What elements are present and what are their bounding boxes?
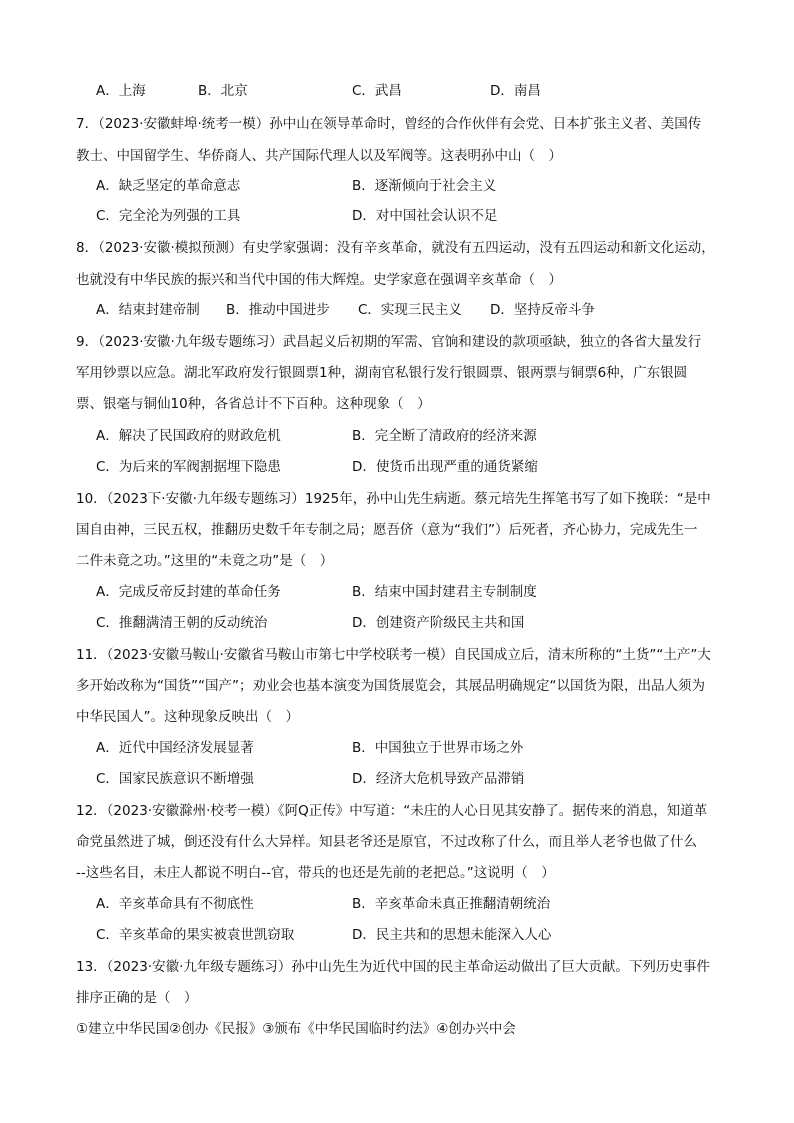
q7-stem-line-2: 教士、中国留学生、华侨商人、共产国际代理人以及军阀等。这表明孙中山（ ） — [76, 148, 562, 164]
q10-option-b: B．结束中国封建君主专制制度 — [352, 584, 537, 600]
q11-stem-line-3: 中华民国人”。这种现象反映出（ ） — [76, 709, 299, 725]
q9-option-b: B．完全断了清政府的经济来源 — [352, 428, 537, 444]
q10-stem-line-1: 10．（2023下·安徽·九年级专题练习）1925年，孙中山先生病逝。蔡元培先生挥笔书写了如下挽联：“是中 — [76, 491, 711, 507]
q12-stem-line-3: --这些名目，未庄人都说不明白--官，带兵的也还是先前的老把总。”这说明（ ） — [76, 865, 555, 881]
q7-option-b: B．逐渐倾向于社会主义 — [352, 178, 497, 194]
q10-option-a: A．完成反帝反封建的革命任务 — [96, 584, 281, 600]
q6-option-a: A．上海 — [96, 83, 146, 99]
q11-stem-line-2: 多开始改称为“国货”“国产”；劝业会也基本演变为国货展览会，其展品明确规定“以国货为限，出品人须为 — [76, 678, 705, 694]
q12-option-d: D．民主共和的思想未能深入人心 — [352, 927, 552, 943]
q7-option-d: D．对中国社会认识不足 — [352, 208, 498, 224]
q6-option-c: C．武昌 — [352, 83, 402, 99]
q13-stem-line-2: 排序正确的是（ ） — [76, 990, 198, 1006]
q12-option-a: A．辛亥革命具有不彻底性 — [96, 896, 254, 912]
q8-option-b: B．推动中国进步 — [226, 302, 330, 318]
q13-items: ①建立中华民国②创办《民报》③颁布《中华民国临时约法》④创办兴中会 — [76, 1021, 516, 1037]
q7-option-a: A．缺乏坚定的革命意志 — [96, 178, 241, 194]
q10-stem-line-3: 二件未竟之功。”这里的“未竟之功”是（ ） — [76, 553, 334, 569]
q12-stem-line-1: 12．（2023·安徽滁州·校考一模）《阿Q正传》中写道：“未庄的人心日见其安静了。据传来的消息，知道革 — [76, 803, 708, 819]
q6-option-b: B．北京 — [198, 83, 248, 99]
q9-stem-line-3: 票、银毫与铜仙10种，各省总计不下百种。这种现象（ ） — [76, 396, 431, 412]
q11-option-a: A．近代中国经济发展显著 — [96, 740, 254, 756]
q9-stem-line-1: 9．（2023·安徽·九年级专题练习）武昌起义后初期的军需、官饷和建设的款项亟缺，独立的各省大量发行 — [76, 334, 702, 350]
q9-option-d: D．使货币出现严重的通货紧缩 — [352, 459, 538, 475]
q11-option-c: C．国家民族意识不断增强 — [96, 771, 254, 787]
q8-option-d: D．坚持反帝斗争 — [490, 302, 595, 318]
q10-stem-line-2: 国自由神，三民五权，推翻历史数千年专制之局；愿吾侪（意为“我们”）后死者，齐心协力，完成先生一 — [76, 522, 698, 538]
q12-option-c: C．辛亥革命的果实被袁世凯窃取 — [96, 927, 295, 943]
q12-stem-line-2: 命党虽然进了城，倒还没有什么大异样。知县老爷还是原官，不过改称了什么，而且举人老爷也做了什么 — [76, 834, 697, 850]
q9-option-c: C．为后来的军阀割据埋下隐患 — [96, 459, 281, 475]
q6-option-d: D．南昌 — [490, 83, 541, 99]
q8-stem-line-1: 8．（2023·安徽·模拟预测）有史学家强调：没有辛亥革命，就没有五四运动，没有五四运动和新文化运动， — [76, 240, 715, 256]
q11-stem-line-1: 11．（2023·安徽马鞍山·安徽省马鞍山市第七中学校联考一模）自民国成立后，清末所称的“土货”“土产”大 — [76, 647, 711, 663]
q8-stem-line-2: 也就没有中华民族的振兴和当代中国的伟大辉煌。史学家意在强调辛亥革命（ ） — [76, 272, 562, 288]
q9-stem-line-2: 军用钞票以应急。湖北军政府发行银圆票1种，湖南官私银行发行银圆票、银两票与铜票6种，广东银圆 — [76, 365, 688, 381]
q12-option-b: B．辛亥革命未真正推翻清朝统治 — [352, 896, 551, 912]
q7-option-c: C．完全沦为列强的工具 — [96, 208, 241, 224]
q13-stem-line-1: 13．（2023·安徽·九年级专题练习）孙中山先生为近代中国的民主革命运动做出了巨大贡献。下列历史事件 — [76, 959, 710, 975]
q8-option-c: C．实现三民主义 — [358, 302, 462, 318]
q11-option-b: B．中国独立于世界市场之外 — [352, 740, 524, 756]
q7-stem-line-1: 7．（2023·安徽蚌埠·统考一模）孙中山在领导革命时，曾经的合作伙伴有会党、日本扩张主义者、美国传 — [76, 116, 702, 132]
q10-option-c: C．推翻满清王朝的反动统治 — [96, 615, 268, 631]
q9-option-a: A．解决了民国政府的财政危机 — [96, 428, 281, 444]
q10-option-d: D．创建资产阶级民主共和国 — [352, 615, 525, 631]
q11-option-d: D．经济大危机导致产品滞销 — [352, 771, 525, 787]
q8-option-a: A．结束封建帝制 — [96, 302, 200, 318]
